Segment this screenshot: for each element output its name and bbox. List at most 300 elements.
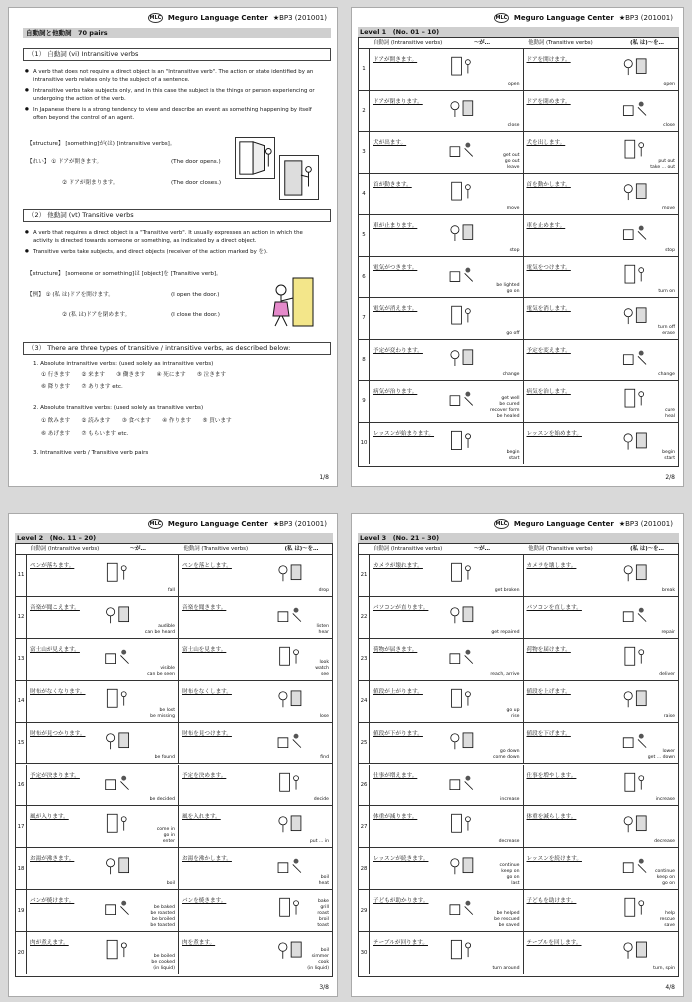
page-1: [8, 7, 338, 487]
transitive-sentence: パンを焼きます。: [182, 898, 227, 905]
intransitive-meaning: get out go out leave: [502, 152, 520, 170]
page-2: [351, 7, 684, 487]
transitive-illustration: [265, 811, 314, 836]
row-number: 2: [359, 91, 370, 132]
transitive-cell: [524, 681, 679, 722]
intransitive-cell: [27, 806, 179, 847]
bullet-3: ● In Japanese there is a strong tendency to view and describe an event as something happening by itself often beyond the control of an agent.: [33, 106, 323, 122]
level-heading: Level 3 (No. 21 – 30): [358, 533, 679, 543]
row-number: 17: [16, 806, 27, 847]
transitive-illustration: [610, 895, 659, 920]
transitive-meaning: continue keep on go on: [655, 869, 675, 887]
transitive-meaning: boil heat: [318, 875, 329, 887]
table-row: [16, 848, 332, 890]
transitive-cell: [179, 806, 332, 847]
intransitive-cell: [370, 132, 524, 173]
list-1-title: 1. Absolute intransitive verbs: (used solely as intransitive verbs): [33, 361, 214, 367]
intransitive-meaning: be decided: [149, 797, 175, 803]
transitive-illustration: [265, 853, 314, 878]
row-number: 9: [359, 381, 370, 422]
page-header: [148, 519, 327, 529]
transitive-meaning: raise: [663, 713, 675, 719]
transitive-cell: [524, 174, 679, 215]
transitive-sentence: レッスンを始めます。: [526, 430, 582, 437]
transitive-cell: [524, 765, 679, 806]
intransitive-sentence: テーブルが回ります。: [373, 940, 428, 947]
intransitive-meaning: get repaired: [491, 629, 520, 635]
transitive-meaning: move: [662, 206, 675, 211]
transitive-cell: [524, 555, 679, 596]
table-header: [359, 544, 678, 555]
transitive-meaning: lose: [319, 713, 329, 719]
intransitive-illustration: [93, 811, 141, 836]
intransitive-sentence: 仕事が増えます。: [373, 772, 418, 779]
transitive-sentence: 体重を減らします。: [526, 814, 577, 821]
intransitive-sentence: 風が入ります。: [30, 814, 69, 821]
intransitive-sentence: ドアが開きます。: [373, 57, 418, 63]
table-row: [16, 597, 332, 639]
list-3-title: 3. Intransitive verb / Transitive verb pairs: [33, 450, 149, 456]
bullet-5: ● Transitive verbs take subjects, and direct objects (receiver of the action marked by を).: [33, 248, 323, 256]
transitive-meaning: break: [661, 587, 675, 593]
list-1-items-a: ① 行きます ② 来ます ③ 働きます ④ 死にます ⑤ 泣きます: [41, 372, 226, 378]
vi-pattern: ～が…: [473, 546, 491, 552]
vt-pattern: (私 は)～を…: [284, 546, 319, 552]
intransitive-cell: [370, 639, 524, 680]
intransitive-meaning: go down come down: [493, 749, 520, 761]
row-number: 8: [359, 340, 370, 381]
transitive-illustration: [610, 303, 659, 327]
vt-pattern: (私 は)～を…: [630, 40, 664, 46]
table-row: [16, 723, 332, 765]
transitive-sentence: ドアを閉めます。: [526, 98, 571, 105]
intransitive-sentence: 電気がつきます。: [373, 264, 418, 271]
vi-pattern: ～が…: [129, 546, 146, 552]
transitive-meaning: boil simmer cook (in liquid): [307, 947, 329, 971]
row-number: 19: [16, 890, 27, 931]
transitive-meaning: look watch see: [315, 659, 329, 677]
intransitive-cell: [370, 890, 524, 931]
table-row: [359, 848, 678, 890]
transitive-cell: [524, 340, 679, 381]
center-name: Meguro Language Center: [167, 14, 268, 22]
intransitive-cell: [27, 681, 179, 722]
verb-table-level-2: [15, 543, 333, 977]
transitive-illustration: [265, 644, 314, 669]
transitive-illustration: [610, 853, 659, 878]
intransitive-sentence: レッスンが始まります。: [373, 430, 435, 437]
intransitive-meaning: be baked be roasted be broiled be toasted: [150, 905, 175, 929]
transitive-meaning: change: [658, 372, 675, 377]
row-number: 1: [359, 49, 370, 90]
intransitive-illustration: [437, 262, 486, 286]
table-row: [359, 257, 678, 299]
intransitive-cell: [370, 174, 524, 215]
verb-table-level-3: [358, 543, 679, 977]
intransitive-meaning: turn around: [492, 965, 520, 971]
page-header: [494, 519, 673, 529]
transitive-illustration: [265, 560, 314, 585]
table-row: [359, 423, 678, 465]
row-number: 14: [16, 681, 27, 722]
section-3-heading: （3） There are three types of transitive / intransitive verbs, as described below:: [23, 342, 331, 355]
table-header: [359, 38, 678, 49]
transitive-cell: [524, 848, 679, 889]
doc-code: ★BP3 (201001): [272, 14, 327, 22]
intransitive-meaning: boil: [166, 881, 175, 887]
transitive-meaning: drop: [318, 587, 329, 593]
transitive-illustration: [610, 686, 659, 711]
mlc-logo: MLC: [149, 15, 162, 21]
row-number: 18: [16, 848, 27, 889]
table-row: [359, 298, 678, 340]
transitive-sentence: 風を入れます。: [182, 814, 221, 821]
vi-pattern: ～が…: [473, 40, 491, 46]
transitive-meaning: deliver: [659, 671, 675, 677]
transitive-meaning: cure heal: [664, 407, 675, 419]
row-number: 4: [359, 174, 370, 215]
transitive-cell: [179, 890, 332, 931]
table-row: [359, 890, 678, 932]
intransitive-illustration: [437, 220, 486, 244]
transitive-illustration: [610, 179, 659, 203]
row-number: 25: [359, 723, 370, 764]
intransitive-illustration: [93, 560, 141, 585]
transitive-illustration: [265, 602, 314, 627]
transitive-illustration: [610, 220, 659, 244]
page-4: [351, 513, 684, 997]
example-1: 【れい】 ① ドアが開きます。: [27, 159, 103, 165]
intransitive-meaning: open: [508, 81, 520, 87]
transitive-illustration: [610, 602, 659, 627]
table-row: [359, 723, 678, 765]
section-1-heading: （1） 自動詞 (vi) Intransitive verbs: [23, 48, 331, 61]
bullet-2: ● Intransitive verbs take subjects only, and in this case the subject is the things or person experiencing or undergoing the action of the verb.: [33, 87, 323, 103]
table-row: [359, 932, 678, 974]
transitive-sentence: 値段を下げます。: [526, 730, 571, 737]
transitive-illustration: [610, 937, 659, 962]
transitive-sentence: テーブルを回します。: [526, 940, 582, 947]
intransitive-meaning: be found: [154, 755, 175, 761]
page-3: [8, 513, 338, 997]
intransitive-meaning: decrease: [498, 839, 520, 845]
transitive-sentence: 音楽を聞きます。: [182, 604, 227, 611]
intransitive-sentence: お湯が沸きます。: [30, 856, 75, 863]
intransitive-cell: [370, 681, 524, 722]
intransitive-illustration: [437, 179, 486, 203]
transitive-sentence: ドアを開けます。: [526, 57, 571, 63]
intransitive-illustration: [437, 853, 486, 878]
row-number: 6: [359, 257, 370, 298]
transitive-meaning: put ... in: [309, 839, 329, 845]
intransitive-illustration: [437, 303, 486, 327]
table-row: [359, 174, 678, 216]
structure-1: 【structure】 [something]が(は) [intransitive verbs]。: [27, 141, 176, 147]
vi-column-header: 自動詞 (Intransitive verbs): [373, 546, 443, 552]
transitive-sentence: 予定を変えます。: [526, 347, 571, 354]
transitive-illustration: [610, 728, 659, 753]
intransitive-sentence: 音楽が聞こえます。: [30, 604, 80, 611]
intransitive-cell: [370, 555, 524, 596]
intransitive-meaning: visible can be seen: [147, 665, 175, 677]
row-number: 26: [359, 765, 370, 806]
bullet-1: ● A verb that does not require a direct object is an "Intransitive verb". The action or state identified by an intransitive verb relates only to the subject of a sentence.: [33, 68, 323, 84]
intransitive-meaning: continue keep on go on last: [499, 863, 520, 887]
intransitive-sentence: 荷物が届きます。: [373, 646, 418, 653]
table-row: [359, 132, 678, 174]
table-row: [359, 381, 678, 423]
transitive-illustration: [265, 686, 314, 711]
transitive-meaning: bake grill roast broil toast: [317, 899, 329, 929]
intransitive-cell: [27, 597, 179, 638]
intransitive-cell: [370, 848, 524, 889]
intransitive-illustration: [93, 728, 141, 753]
transitive-sentence: 子どもを助けます。: [526, 898, 577, 905]
transitive-illustration: [610, 560, 659, 585]
transitive-illustration: [610, 428, 659, 453]
intransitive-illustration: [437, 686, 486, 711]
transitive-meaning: begin start: [662, 450, 675, 461]
transitive-cell: [524, 806, 679, 847]
vt-column-header: 他動詞 (Transitive verbs): [528, 546, 593, 552]
level-heading: Level 2 (No. 11 – 20): [15, 533, 333, 543]
transitive-meaning: turn off erase: [658, 324, 675, 336]
doc-code: ★BP3 (201001): [618, 520, 673, 528]
list-1-items-b: ⑥ 降ります ⑦ あります etc.: [41, 384, 123, 390]
intransitive-cell: [370, 215, 524, 256]
intransitive-sentence: 車が止まります。: [373, 223, 418, 229]
transitive-cell: [179, 597, 332, 638]
intransitive-illustration: [437, 937, 486, 962]
table-header: [16, 544, 332, 555]
table-row: [359, 639, 678, 681]
intransitive-meaning: begin start: [506, 450, 520, 461]
transitive-meaning: increase: [655, 797, 675, 803]
intransitive-cell: [370, 806, 524, 847]
transitive-meaning: close: [663, 123, 675, 128]
door-open-illustration: [235, 137, 275, 179]
intransitive-illustration: [93, 602, 141, 627]
person-door-illustration: [263, 274, 319, 330]
row-number: 20: [16, 932, 27, 974]
transitive-illustration: [610, 54, 659, 78]
transitive-meaning: help rescue save: [659, 911, 675, 929]
transitive-illustration: [610, 345, 659, 369]
transitive-sentence: 仕事を増やします。: [526, 772, 577, 779]
intransitive-cell: [370, 932, 524, 974]
list-2-items-a: ① 飲みます ② 読みます ③ 食べます ④ 作ります ⑤ 買います: [41, 418, 232, 424]
table-row: [16, 890, 332, 932]
transitive-meaning: turn on: [658, 289, 675, 294]
table-row: [16, 681, 332, 723]
transitive-sentence: 病気を治します。: [526, 389, 571, 395]
transitive-cell: [179, 639, 332, 680]
intransitive-sentence: ペンが落ちます。: [30, 563, 75, 569]
transitive-sentence: 肉を煮ます。: [182, 940, 216, 947]
transitive-cell: [179, 932, 332, 974]
example-4-en: (I close the door.): [171, 312, 220, 318]
intransitive-cell: [370, 381, 524, 422]
transitive-meaning: repair: [661, 629, 675, 635]
row-number: 5: [359, 215, 370, 256]
list-2-items-b: ⑥ あげます ⑦ もらいます etc.: [41, 431, 129, 437]
intransitive-sentence: 富士山が見えます。: [30, 646, 80, 653]
transitive-cell: [524, 423, 679, 465]
transitive-cell: [524, 257, 679, 298]
intransitive-illustration: [437, 770, 486, 795]
transitive-sentence: ペンを落とします。: [182, 563, 232, 569]
table-row: [359, 215, 678, 257]
table-row: [359, 806, 678, 848]
intransitive-illustration: [437, 895, 486, 920]
row-number: 13: [16, 639, 27, 680]
intransitive-meaning: go up rise: [506, 707, 520, 719]
intransitive-sentence: ドアが閉まります。: [373, 98, 423, 105]
center-name: Meguro Language Center: [513, 14, 614, 22]
intransitive-cell: [27, 723, 179, 764]
center-name: Meguro Language Center: [167, 520, 268, 528]
intransitive-illustration: [437, 345, 486, 369]
intransitive-meaning: be lighted go on: [496, 283, 520, 294]
transitive-illustration: [265, 728, 314, 753]
intransitive-illustration: [437, 560, 486, 585]
intransitive-cell: [27, 932, 179, 974]
transitive-illustration: [610, 644, 659, 669]
transitive-meaning: listen hear: [316, 623, 329, 635]
intransitive-cell: [27, 890, 179, 931]
transitive-illustration: [610, 262, 659, 286]
transitive-illustration: [610, 386, 659, 410]
table-row: [359, 555, 678, 597]
intransitive-sentence: 体重が減ります。: [373, 814, 418, 821]
section-2-heading: （2） 他動詞 (vt) Transitive verbs: [23, 209, 331, 222]
transitive-sentence: パソコンを直します。: [526, 604, 582, 611]
transitive-sentence: 電気をつけます。: [526, 264, 571, 271]
intransitive-cell: [370, 91, 524, 132]
intransitive-meaning: be boiled be cooked (in liquid): [151, 953, 175, 971]
transitive-cell: [524, 215, 679, 256]
transitive-sentence: 値段を上げます。: [526, 688, 571, 695]
row-number: 10: [359, 423, 370, 465]
vi-column-header: 自動詞 (Intransitive verbs): [373, 40, 443, 46]
intransitive-cell: [370, 597, 524, 638]
transitive-cell: [524, 932, 679, 974]
vt-column-header: 他動詞 (Transitive verbs): [183, 546, 249, 552]
transitive-meaning: decrease: [654, 839, 675, 845]
intransitive-sentence: 子どもが助かります。: [373, 898, 429, 905]
intransitive-sentence: 値段が下がります。: [373, 730, 423, 737]
vi-column-header: 自動詞 (Intransitive verbs): [30, 546, 100, 552]
row-number: 16: [16, 765, 27, 806]
bullet-4: ● A verb that requires a direct object is a "Transitive verb". It usually expresses an action in which the activity is directed towards someone or something, as indicated by a direct object.: [33, 229, 323, 245]
transitive-sentence: レッスンを続けます。: [526, 856, 582, 863]
intransitive-meaning: reach, arrive: [490, 671, 520, 677]
transitive-illustration: [265, 770, 314, 795]
row-number: 27: [359, 806, 370, 847]
page-number: 1/8: [319, 474, 329, 481]
table-row: [359, 765, 678, 807]
intransitive-cell: [27, 848, 179, 889]
transitive-cell: [524, 91, 679, 132]
intransitive-illustration: [437, 54, 486, 78]
transitive-cell: [179, 555, 332, 596]
intransitive-cell: [370, 723, 524, 764]
transitive-sentence: 予定を決めます。: [182, 772, 227, 779]
intransitive-meaning: change: [502, 372, 520, 377]
intransitive-illustration: [437, 386, 486, 410]
row-number: 11: [16, 555, 27, 596]
intransitive-illustration: [93, 644, 141, 669]
intransitive-sentence: 予定が決まります。: [30, 772, 80, 779]
transitive-sentence: お湯を沸かします。: [182, 856, 232, 863]
transitive-meaning: decide: [313, 797, 329, 803]
table-row: [359, 91, 678, 133]
example-3: 【例】 ① (私 は)ドアを開けます。: [27, 292, 114, 298]
row-number: 30: [359, 932, 370, 974]
table-row: [359, 340, 678, 382]
transitive-cell: [524, 890, 679, 931]
intransitive-sentence: レッスンが続きます。: [373, 856, 429, 863]
transitive-cell: [524, 298, 679, 339]
level-heading: Level 1 (No. 01 – 10): [358, 27, 679, 37]
intransitive-cell: [370, 340, 524, 381]
mlc-logo: MLC: [149, 521, 162, 527]
transitive-cell: [179, 765, 332, 806]
transitive-cell: [524, 723, 679, 764]
table-row: [16, 806, 332, 848]
intransitive-meaning: get well be cured recover form be healed: [489, 395, 520, 419]
transitive-cell: [524, 597, 679, 638]
page-title: 自動詞と他動詞 70 pairs: [23, 28, 331, 38]
intransitive-cell: [370, 423, 524, 465]
intransitive-meaning: close: [507, 123, 520, 128]
transitive-meaning: stop: [665, 247, 675, 253]
intransitive-meaning: move: [506, 206, 520, 211]
transitive-illustration: [610, 770, 659, 795]
intransitive-sentence: パソコンが直ります。: [373, 604, 429, 611]
intransitive-cell: [370, 49, 524, 90]
door-close-illustration: [279, 155, 319, 200]
table-row: [359, 49, 678, 91]
intransitive-meaning: stop: [509, 247, 520, 253]
row-number: 22: [359, 597, 370, 638]
table-row: [359, 597, 678, 639]
intransitive-sentence: 予定が変わります。: [373, 347, 423, 354]
transitive-sentence: 財布を見つけます。: [182, 730, 232, 737]
intransitive-meaning: go off: [506, 330, 520, 336]
table-row: [16, 765, 332, 807]
transitive-cell: [179, 723, 332, 764]
intransitive-sentence: 病気が治ります。: [373, 389, 418, 395]
intransitive-sentence: 首が動きます。: [373, 181, 412, 188]
intransitive-illustration: [437, 96, 486, 120]
example-4: ② (私 は)ドアを閉めます。: [62, 312, 131, 318]
transitive-sentence: 首を動かします。: [526, 181, 571, 188]
transitive-illustration: [265, 895, 314, 920]
transitive-cell: [524, 639, 679, 680]
intransitive-sentence: 値段が上がります。: [373, 688, 423, 695]
intransitive-meaning: increase: [500, 797, 520, 803]
intransitive-sentence: 犬が出ます。: [373, 140, 407, 146]
doc-code: ★BP3 (201001): [618, 14, 673, 22]
page-header: [494, 13, 673, 23]
intransitive-meaning: be lost be missing: [150, 707, 175, 719]
transitive-cell: [179, 848, 332, 889]
table-row: [359, 681, 678, 723]
transitive-sentence: カメラを壊します。: [526, 563, 577, 569]
transitive-sentence: 電気を消します。: [526, 306, 571, 312]
intransitive-sentence: 財布が見つかります。: [30, 730, 86, 737]
